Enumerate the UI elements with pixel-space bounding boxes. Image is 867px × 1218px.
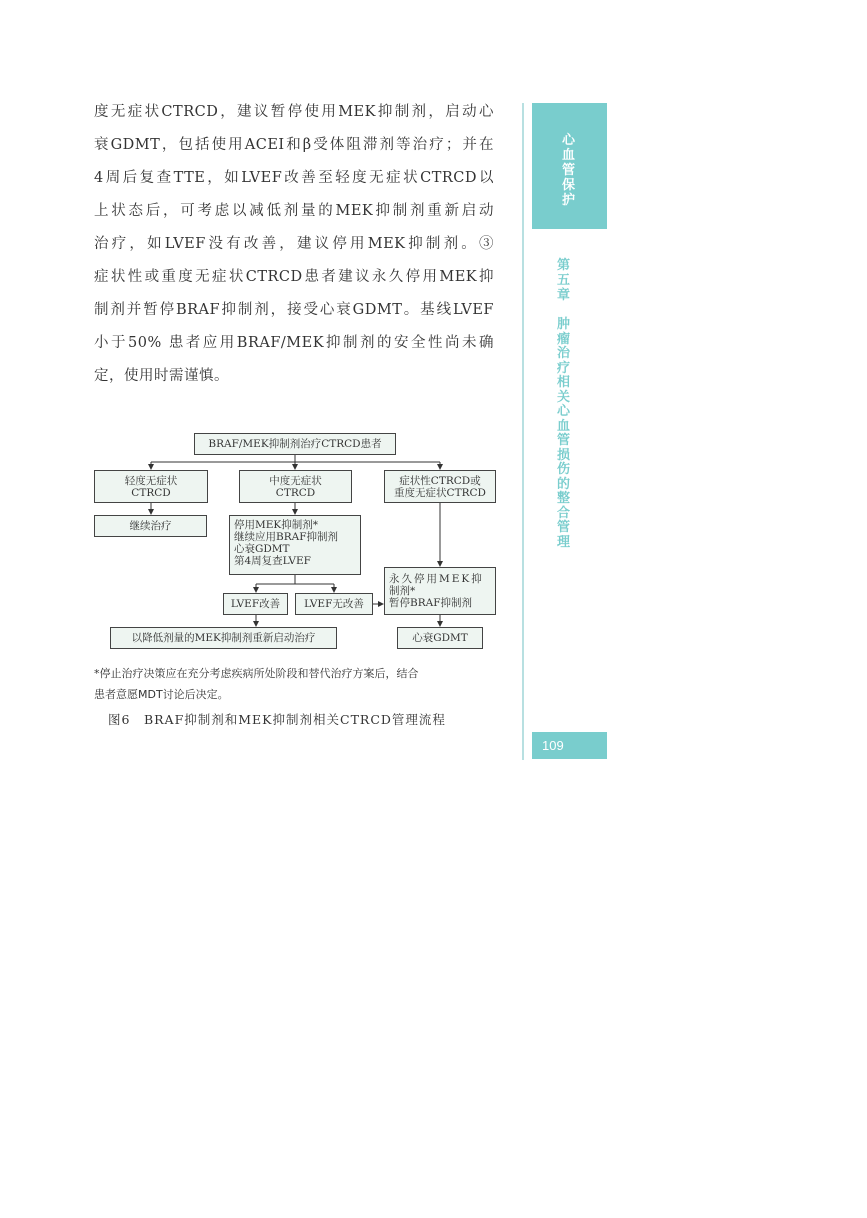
box-label: LVEF改善 xyxy=(230,598,281,610)
box-label: 制剂* xyxy=(389,585,416,597)
box-label: 症状性CTRCD或 xyxy=(399,474,481,487)
page-number: 109 xyxy=(532,732,607,759)
box-restart xyxy=(110,627,337,649)
box-label: LVEF无改善 xyxy=(304,598,364,610)
box-label: CTRCD xyxy=(131,486,171,499)
box-label: 中度无症状 xyxy=(269,474,322,487)
box-label: 继续应用BRAF抑制剂 xyxy=(234,531,338,543)
box-hf-gdmt xyxy=(397,627,483,649)
box-label: 第4周复查LVEF xyxy=(234,555,311,567)
body-line: 小于50% 患者应用BRAF/MEK抑制剂的安全性尚未确 xyxy=(94,335,494,351)
box-label: CTRCD xyxy=(275,486,316,499)
body-line: 治疗，如LVEF没有改善，建议停用MEK抑制剂。③ xyxy=(94,236,494,252)
box-label: BRAF/MEK抑制剂治疗CTRCD患者 xyxy=(208,438,382,450)
box-severe-action xyxy=(384,567,496,615)
body-line: 定，使用时需谨慎。 xyxy=(94,368,229,384)
footnote-line: 患者意愿MDT讨论后决定。 xyxy=(94,688,229,701)
footnote-line: *停止治疗决策应在充分考虑疾病所处阶段和替代治疗方案后，结合 xyxy=(94,667,419,680)
body-line: 症状性或重度无症状CTRCD患者建议永久停用MEK抑 xyxy=(94,269,494,285)
body-line: 制剂并暂停BRAF抑制剂，接受心衰GDMT。基线LVEF xyxy=(94,302,494,318)
box-label: 永久停用MEK抑 xyxy=(389,573,484,585)
box-moderate-action xyxy=(229,515,361,575)
box-label: 以降低剂量的MEK抑制剂重新启动治疗 xyxy=(131,632,316,644)
section-tab xyxy=(532,103,607,229)
figure-caption: 图6 BRAF抑制剂和MEK抑制剂相关CTRCD管理流程 xyxy=(108,712,446,727)
chapter-title: 肿瘤治疗相关心血管损伤的整合管理 xyxy=(557,317,571,550)
box-label: 停用MEK抑制剂* xyxy=(234,519,319,531)
box-label: 心衰GDMT xyxy=(412,632,468,644)
box-lvef-not-improved xyxy=(295,593,373,615)
box-label: 轻度无症状 xyxy=(124,474,178,487)
box-lvef-improved xyxy=(223,593,288,615)
section-title: 心血管保护 xyxy=(562,133,576,208)
body-line: 4周后复查TTE，如LVEF改善至轻度无症状CTRCD以 xyxy=(94,170,494,186)
margin-rule xyxy=(522,103,524,760)
box-start xyxy=(194,433,396,455)
box-label: 心衰GDMT xyxy=(234,543,290,555)
box-mild xyxy=(94,470,208,503)
body-line: 度无症状CTRCD，建议暂停使用MEK抑制剂，启动心 xyxy=(94,104,494,120)
body-line: 上状态后，可考虑以减低剂量的MEK抑制剂重新启动 xyxy=(94,203,494,219)
box-moderate xyxy=(239,470,352,503)
box-continue xyxy=(94,515,207,537)
box-label: 继续治疗 xyxy=(129,520,172,532)
chapter-number: 第五章 xyxy=(557,258,571,303)
body-line: 衰GDMT，包括使用ACEI和β受体阻滞剂等治疗；并在 xyxy=(94,137,494,153)
box-label: 暂停BRAF抑制剂 xyxy=(389,597,472,609)
box-label: 重度无症状CTRCD xyxy=(394,486,486,499)
box-severe xyxy=(384,470,496,503)
